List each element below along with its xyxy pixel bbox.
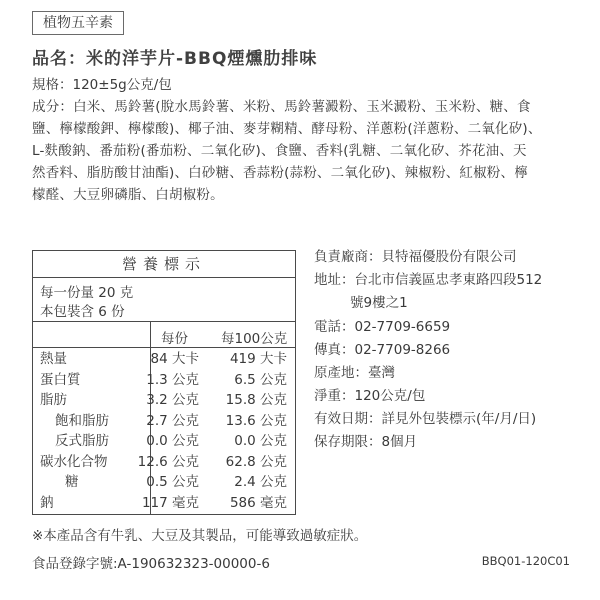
per-100g-value: 62.8 公克 [225, 453, 287, 470]
nutrient-label: 飽和脂肪 [55, 412, 109, 429]
col-per-serving: 每份 [161, 331, 188, 347]
nutrient-label: 反式脂肪 [55, 433, 109, 449]
ingredients-line: 然香料、脂肪酸甘油酯)、白砂糖、香蒜粉(蒜粉、二氧化矽)、辣椒粉、紅椒粉、檸 [32, 165, 528, 181]
fax: 傳真：02-7709-8266 [314, 342, 451, 358]
ingredients-line: L-麩酸鈉、番茄粉(番茄粉、二氧化矽)、食鹽、香料(乳糖、二氧化矽、芥花油、天 [32, 143, 527, 159]
address-line-2: 號9樓之1 [350, 295, 408, 311]
nutrient-label: 鈉 [40, 494, 54, 511]
per-100g-value: 15.8 公克 [225, 392, 287, 408]
per-serving-value: 12.6 公克 [137, 453, 199, 470]
phone: 電話：02-7709-6659 [314, 319, 451, 335]
ingredients-line: 成分：白米、馬鈴薯(脫水馬鈴薯、米粉、馬鈴薯澱粉、玉米澱粉、玉米粉、糖、食 [32, 99, 531, 115]
nutrition-header: 營養標示 [33, 251, 295, 278]
ingredients-block [32, 96, 577, 206]
nutrient-label: 熱量 [40, 351, 67, 367]
divider [33, 347, 295, 348]
divider [33, 321, 295, 322]
per-100g-value: 6.5 公克 [234, 371, 287, 388]
product-name: 品名：米的洋芋片-BBQ煙燻肋排味 [32, 49, 318, 69]
per-100g-value: 0.0 公克 [234, 433, 287, 449]
nutrition-row [33, 349, 295, 370]
nutrition-row [33, 493, 295, 514]
per-serving-value: 3.2 公克 [146, 392, 199, 408]
shelf-life: 保存期限：8個月 [314, 434, 418, 450]
per-serving-value: 0.5 公克 [146, 474, 199, 490]
nutrient-label: 碳水化合物 [40, 453, 108, 470]
allergen-note: ※本產品含有牛乳、大豆及其製品，可能導致過敏症狀。 [32, 528, 368, 544]
per-serving-value: 2.7 公克 [146, 412, 199, 429]
ingredients-line: 鹽、檸檬酸鉀、檸檬酸)、椰子油、麥芽糊精、酵母粉、洋蔥粉(洋蔥粉、二氧化矽)、 [32, 121, 542, 137]
vegetarian-badge: 植物五辛素 [32, 11, 124, 35]
nutrition-row [33, 472, 295, 493]
nutrition-row [33, 390, 295, 411]
responsible-company: 負責廠商：貝特福優股份有限公司 [314, 249, 517, 265]
address-line: 地址：台北市信義區忠孝東路四段512 [314, 272, 543, 288]
nutrition-row [33, 431, 295, 452]
nutrient-label: 糖 [65, 474, 79, 490]
ingredients-line: 檬醛、大豆卵磷脂、白胡椒粉。 [32, 187, 224, 203]
origin: 原產地：臺灣 [314, 365, 395, 381]
nutrition-row [33, 411, 295, 432]
per-serving-value: 1.3 公克 [146, 371, 199, 388]
nutrient-label: 脂肪 [40, 392, 67, 408]
per-serving-value: 117 毫克 [141, 494, 199, 511]
nutrient-label: 蛋白質 [40, 371, 81, 388]
spec-line: 規格：120±5g公克/包 [32, 77, 172, 93]
nutrition-table [32, 250, 296, 515]
per-100g-value: 2.4 公克 [234, 474, 287, 490]
col-per-100g: 每100公克 [221, 331, 288, 347]
per-serving-value: 84 大卡 [150, 351, 199, 367]
nutrition-row [33, 370, 295, 391]
product-code: BBQ01-120C01 [481, 554, 570, 568]
per-100g-value: 419 大卡 [229, 351, 287, 367]
servings-per-package: 本包裝含 6 份 [40, 304, 125, 320]
registration-number: 食品登錄字號:A-190632323-00000-6 [32, 556, 270, 572]
per-100g-value: 13.6 公克 [225, 412, 287, 429]
per-serving-value: 0.0 公克 [146, 433, 199, 449]
nutrition-row [33, 452, 295, 473]
per-100g-value: 586 毫克 [229, 494, 287, 511]
net-weight: 淨重：120公克/包 [314, 388, 426, 404]
serving-size: 每一份量 20 克 [40, 285, 134, 301]
expiry-date: 有效日期：詳見外包裝標示(年/月/日) [314, 411, 537, 427]
